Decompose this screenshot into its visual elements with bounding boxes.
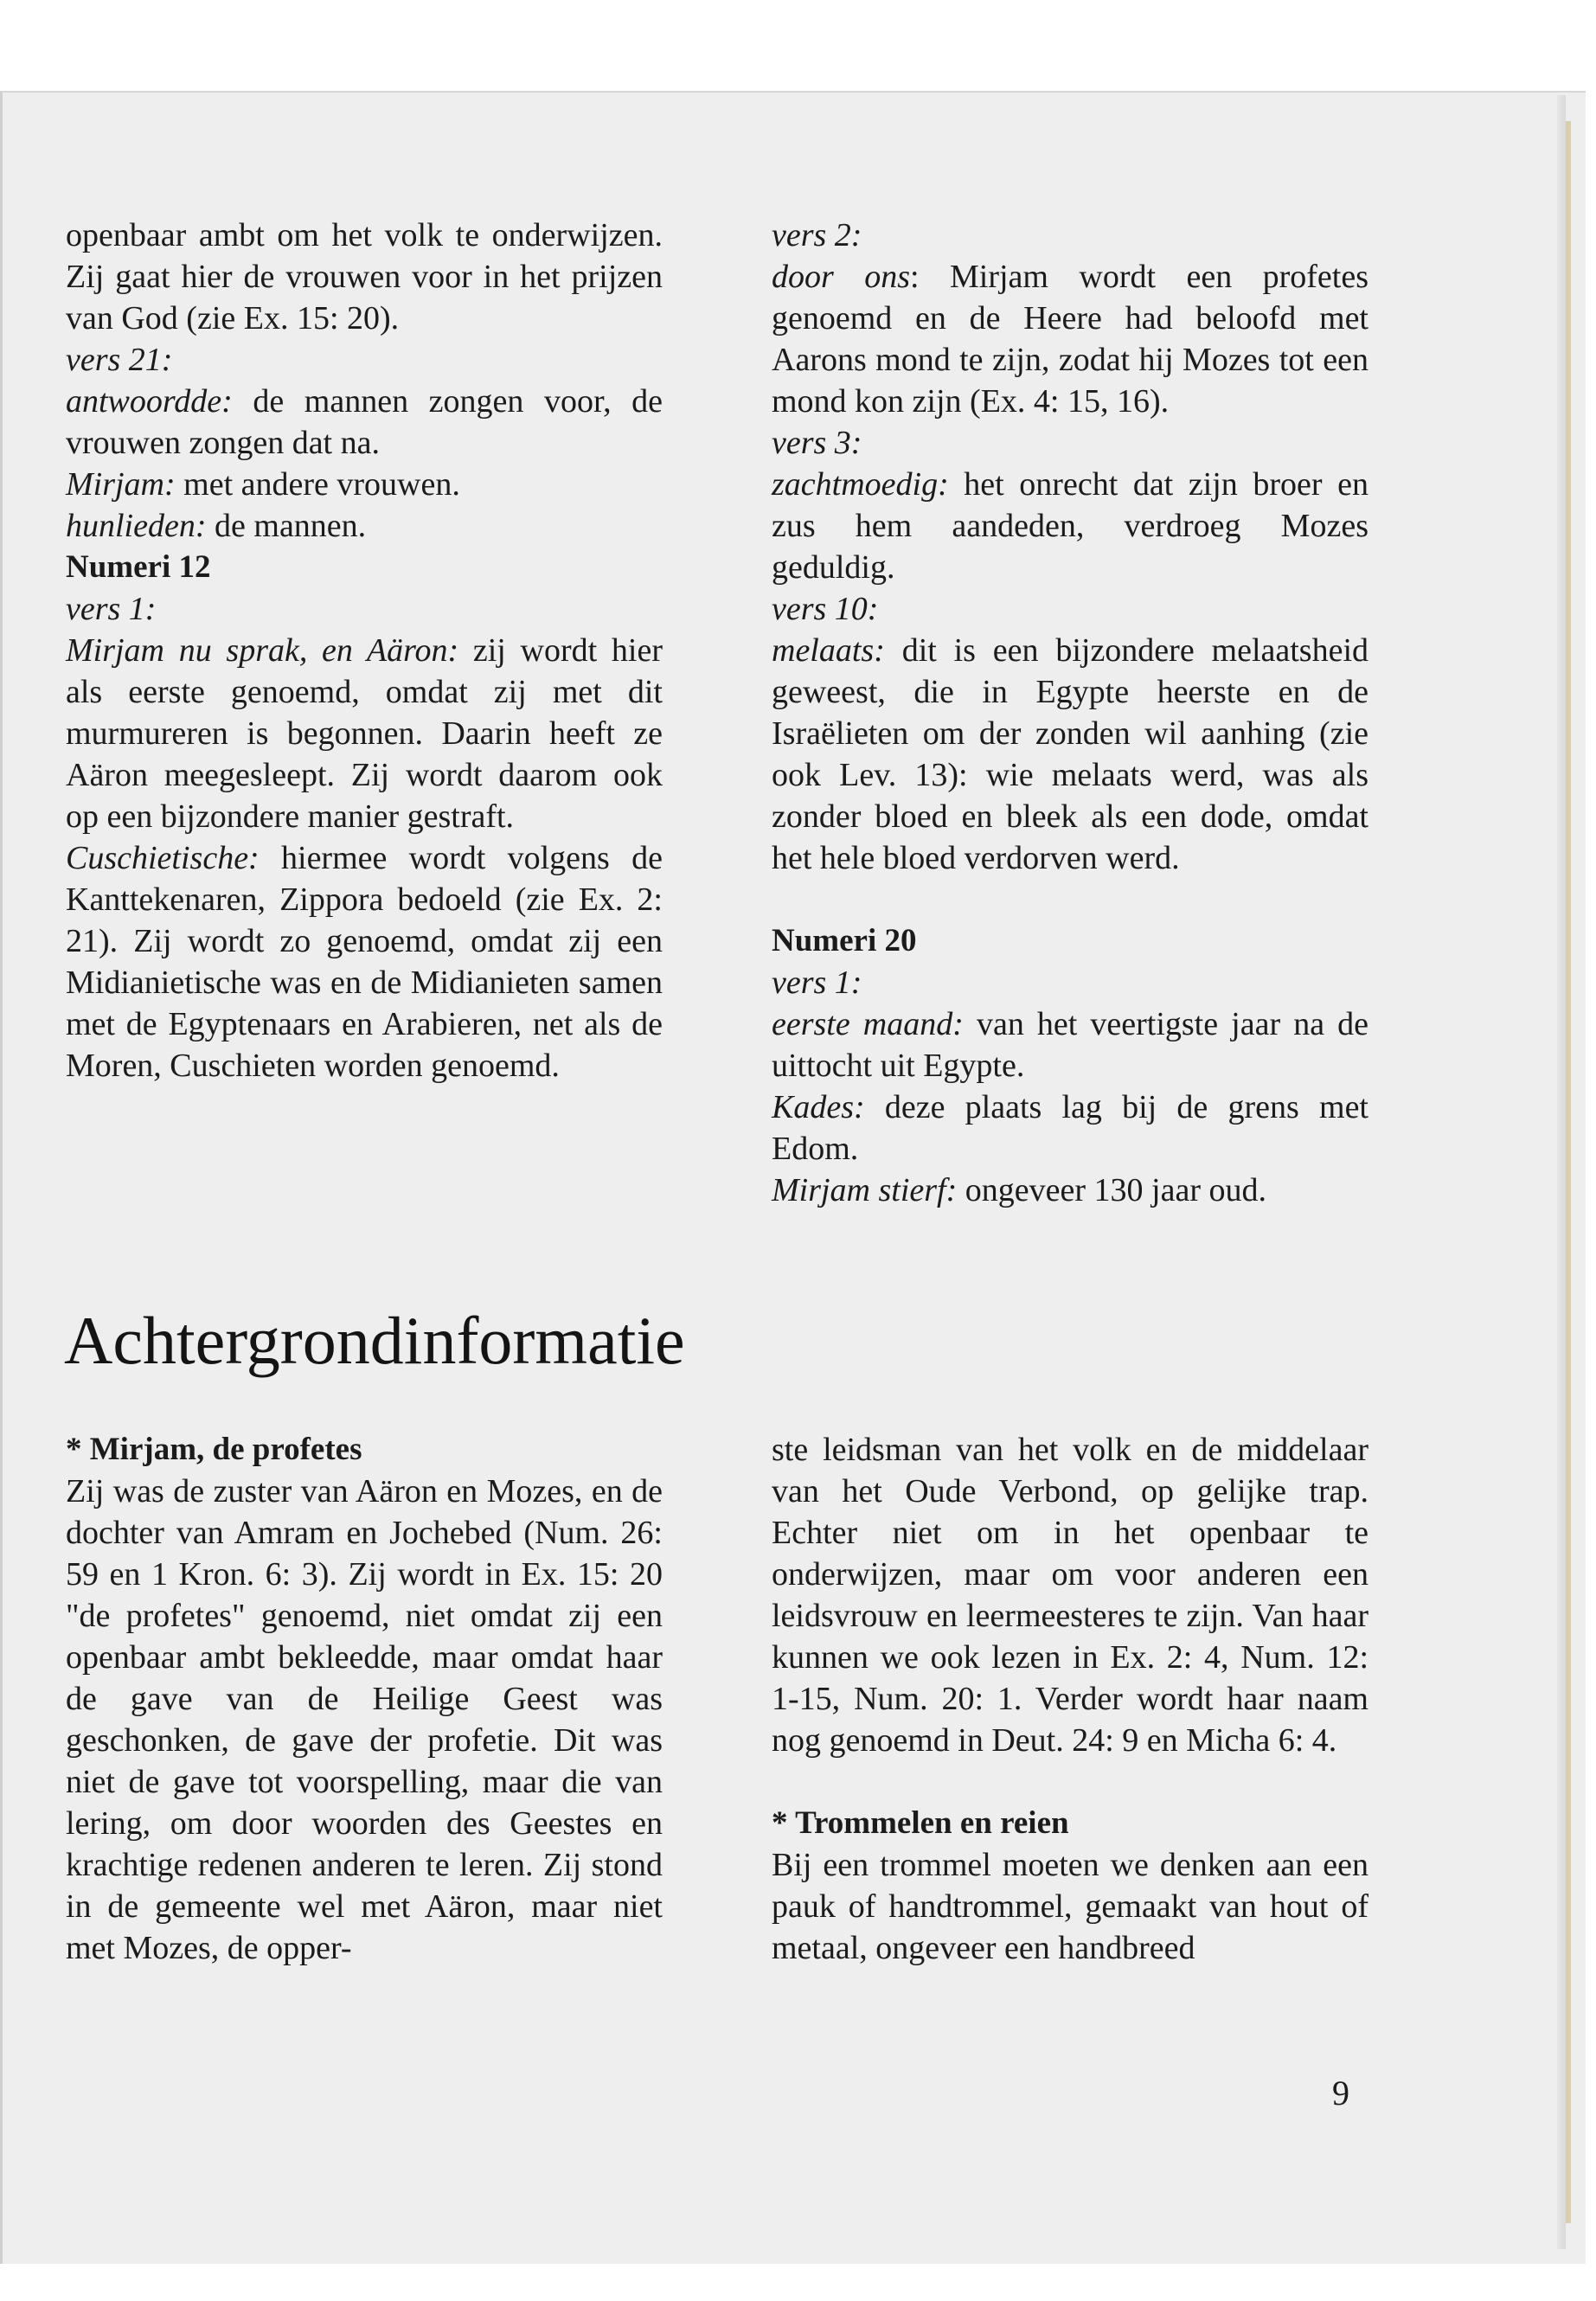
heading-trommelen-reien: * Trommelen en reien bbox=[772, 1805, 1069, 1841]
term-eerste-maand: eerste maand: bbox=[772, 1006, 964, 1042]
note-eerste-maand: eerste maand: van het veertigste jaar na de uittocht uit Egypte. bbox=[772, 1006, 1368, 1084]
term-mirjam: Mirjam: bbox=[66, 466, 176, 503]
left-column-top bbox=[66, 215, 663, 1086]
note-mirjam-stierf: Mirjam stierf: ongeveer 130 jaar oud. bbox=[772, 1172, 1266, 1208]
heading-numeri-12: Numeri 12 bbox=[66, 549, 211, 585]
right-column-top bbox=[772, 215, 1368, 1211]
note-kades: Kades: deze plaats lag bij de grens met Edom. bbox=[772, 1089, 1368, 1167]
trommelen-text: Bij een trommel moeten we denken aan een pauk of handtrommel, gemaakt van hout of metaal, ongeveer een handbreed bbox=[772, 1847, 1368, 1966]
spacer bbox=[772, 1761, 1368, 1803]
right-column-bottom bbox=[772, 1429, 1368, 1969]
section-title: Achtergrondinformatie bbox=[64, 1303, 685, 1378]
term-melaats: melaats: bbox=[772, 632, 885, 669]
verse-label-21: vers 21: bbox=[66, 342, 173, 378]
term-antwoordde: antwoordde: bbox=[66, 383, 233, 420]
verse-label-10: vers 10: bbox=[772, 591, 879, 627]
note-cuschietische: Cuschietische: hiermee wordt volgens de Kanttekenaren, Zippora bedoeld (zie Ex. 2: 21). Zij wordt zo genoemd, omdat zij een Midianietische was en de Midianieten samen met de Egyptenaars en Arabieren, net als de Moren, Cuschieten worden genoemd. bbox=[66, 840, 663, 1084]
left-column-bottom bbox=[66, 1429, 663, 1969]
intro-paragraph: openbaar ambt om het volk te onderwijzen. Zij gaat hier de vrouwen voor in het prijzen van God (zie Ex. 15: 20). bbox=[66, 217, 663, 336]
note-zachtmoedig: zachtmoedig: het onrecht dat zijn broer en zus hem aandeden, verdroeg Mozes geduldig. bbox=[772, 466, 1368, 586]
note-hunlieden: hunlieden: de mannen. bbox=[66, 508, 367, 544]
note-melaats: melaats: dit is een bijzondere melaatsheid geweest, die in Egypte heerste en de Israëlieten om der zonden wil aanhing (zie ook Lev. 13): wie melaats werd, was als zonder bloed en bleek als een dode, omdat het hele bloed verdorven werd. bbox=[772, 632, 1368, 876]
verse-label-n20-1: vers 1: bbox=[772, 965, 862, 1001]
mirjam-profetes-continued: ste leidsman van het volk en de middelaar van het Oude Verbond, op gelijke trap. Echter niet om in het openbaar te onderwijzen, maar om voor anderen een leidsvrouw en leermeesteres te zijn. Van haar kunnen we ook lezen in Ex. 2: 4, Num. 12: 1-15, Num. 20: 1. Verder wordt haar naam nog genoemd in Deut. 24: 9 en Micha 6: 4. bbox=[772, 1432, 1368, 1759]
page-edge bbox=[1557, 95, 1566, 2249]
term-zachtmoedig: zachtmoedig: bbox=[772, 466, 949, 503]
term-mirjam-stierf: Mirjam stierf: bbox=[772, 1172, 958, 1208]
term-mirjam-sprak: Mirjam nu sprak, en Aäron: bbox=[66, 632, 459, 669]
term-door-ons: door ons bbox=[772, 259, 910, 295]
term-hunlieden: hunlieden: bbox=[66, 508, 207, 544]
note-door-ons: door ons: Mirjam wordt een profetes genoemd en de Heere had beloofd met Aarons mond te zijn, zodat hij Mozes tot een mond kon zijn (Ex. 4: 15, 16). bbox=[772, 259, 1368, 420]
note-mirjam-sprak: Mirjam nu sprak, en Aäron: zij wordt hier als eerste genoemd, omdat zij met dit murmureren is begonnen. Daarin heeft ze Aäron meegesleept. Zij wordt daarom ook op een bijzondere manier gestraft. bbox=[66, 632, 663, 835]
verse-label-2: vers 2: bbox=[772, 217, 862, 253]
page-edge-gilding bbox=[1566, 121, 1571, 2223]
verse-label-3: vers 3: bbox=[772, 425, 862, 461]
verse-label-1: vers 1: bbox=[66, 591, 157, 627]
term-cuschietische: Cuschietische: bbox=[66, 840, 260, 876]
heading-mirjam-profetes: * Mirjam, de profetes bbox=[66, 1432, 362, 1467]
spacer bbox=[772, 879, 1368, 920]
term-kades: Kades: bbox=[772, 1089, 865, 1125]
page-number: 9 bbox=[1332, 2073, 1349, 2112]
note-mirjam: Mirjam: met andere vrouwen. bbox=[66, 466, 460, 503]
heading-numeri-20: Numeri 20 bbox=[772, 923, 917, 958]
note-antwoordde: antwoordde: de mannen zongen voor, de vrouwen zongen dat na. bbox=[66, 383, 663, 461]
mirjam-profetes-text: Zij was de zuster van Aäron en Mozes, en de dochter van Amram en Jochebed (Num. 26: 59 en 1 Kron. 6: 3). Zij wordt in Ex. 15: 20 "de profetes" genoemd, niet omdat zij een openbaar ambt bekleedde, maar omdat haar de gave van de Heilige Geest was geschonken, de gave der profetie. Dit was niet de gave tot voorspelling, maar die van lering, om door woorden des Geestes en krachtige redenen anderen te leren. Zij stond in de gemeente wel met Aäron, maar niet met Mozes, de opper- bbox=[66, 1473, 663, 1966]
